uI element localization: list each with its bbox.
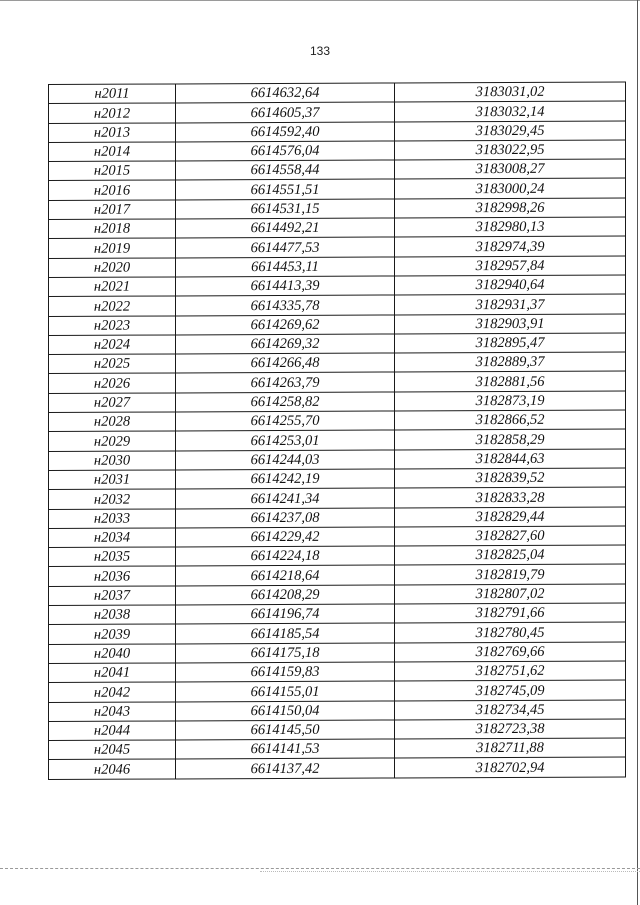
x-coordinate-cell: 6614241,34 xyxy=(176,488,395,508)
point-id-cell: н2035 xyxy=(49,547,176,567)
x-coordinate-cell: 6614242,19 xyxy=(176,469,395,489)
table-row xyxy=(49,584,626,606)
table-row xyxy=(49,526,626,548)
x-coordinate-cell: 6614551,51 xyxy=(176,179,395,199)
point-id-cell: н2026 xyxy=(49,373,176,393)
table-row xyxy=(49,622,626,644)
x-coordinate-cell: 6614175,18 xyxy=(176,643,395,663)
point-id-cell: н2018 xyxy=(49,219,176,239)
x-coordinate-cell: 6614229,42 xyxy=(176,527,395,547)
table-row xyxy=(49,121,626,143)
table-row xyxy=(49,217,626,239)
x-coordinate-cell: 6614592,40 xyxy=(176,122,395,142)
y-coordinate-cell: 3182844,63 xyxy=(395,449,626,469)
x-coordinate-cell: 6614137,42 xyxy=(176,758,395,778)
x-coordinate-cell: 6614258,82 xyxy=(176,392,395,412)
x-coordinate-cell: 6614531,15 xyxy=(176,199,395,219)
x-coordinate-cell: 6614335,78 xyxy=(176,295,395,315)
x-coordinate-cell: 6614632,64 xyxy=(176,83,395,103)
point-id-cell: н2023 xyxy=(49,316,176,336)
scan-artifact-line xyxy=(0,868,640,869)
x-coordinate-cell: 6614255,70 xyxy=(176,411,395,431)
y-coordinate-cell: 3183022,95 xyxy=(395,140,626,160)
table-row xyxy=(49,198,626,220)
y-coordinate-cell: 3182734,45 xyxy=(395,699,626,719)
y-coordinate-cell: 3182974,39 xyxy=(395,236,626,256)
x-coordinate-cell: 6614453,11 xyxy=(176,257,395,277)
y-coordinate-cell: 3182931,37 xyxy=(395,294,626,314)
table-row xyxy=(49,410,626,432)
y-coordinate-cell: 3182723,38 xyxy=(395,719,626,739)
y-coordinate-cell: 3182780,45 xyxy=(395,622,626,642)
point-id-cell: н2036 xyxy=(49,566,176,586)
x-coordinate-cell: 6614263,79 xyxy=(176,372,395,392)
x-coordinate-cell: 6614576,04 xyxy=(176,141,395,161)
table-row xyxy=(49,294,626,316)
table-row xyxy=(49,603,626,625)
point-id-cell: н2019 xyxy=(49,238,176,258)
coordinates-table xyxy=(48,81,626,779)
y-coordinate-cell: 3182825,04 xyxy=(395,545,626,565)
point-id-cell: н2043 xyxy=(49,701,176,721)
x-coordinate-cell: 6614237,08 xyxy=(176,508,395,528)
y-coordinate-cell: 3182833,28 xyxy=(395,487,626,507)
point-id-cell: н2034 xyxy=(49,528,176,548)
table-row xyxy=(49,757,626,779)
x-coordinate-cell: 6614605,37 xyxy=(176,102,395,122)
y-coordinate-cell: 3183000,24 xyxy=(395,178,626,198)
x-coordinate-cell: 6614145,50 xyxy=(176,720,395,740)
table-row xyxy=(49,545,626,567)
x-coordinate-cell: 6614253,01 xyxy=(176,430,395,450)
y-coordinate-cell: 3182873,19 xyxy=(395,391,626,411)
table-row xyxy=(49,275,626,297)
page-number: 133 xyxy=(309,44,331,58)
point-id-cell: н2038 xyxy=(49,605,176,625)
x-coordinate-cell: 6614218,64 xyxy=(176,565,395,585)
scan-edge-right xyxy=(637,0,638,905)
x-coordinate-cell: 6614269,32 xyxy=(176,334,395,354)
y-coordinate-cell: 3182895,47 xyxy=(395,333,626,353)
x-coordinate-cell: 6614159,83 xyxy=(176,662,395,682)
x-coordinate-cell: 6614558,44 xyxy=(176,160,395,180)
table-row xyxy=(49,661,626,683)
x-coordinate-cell: 6614155,01 xyxy=(176,681,395,701)
point-id-cell: н2037 xyxy=(49,586,176,606)
point-id-cell: н2029 xyxy=(49,431,176,451)
table-row xyxy=(49,333,626,355)
point-id-cell: н2032 xyxy=(49,489,176,509)
y-coordinate-cell: 3182980,13 xyxy=(395,217,626,237)
y-coordinate-cell: 3182819,79 xyxy=(395,564,626,584)
y-coordinate-cell: 3182839,52 xyxy=(395,468,626,488)
x-coordinate-cell: 6614141,53 xyxy=(176,739,395,759)
point-id-cell: н2025 xyxy=(49,354,176,374)
y-coordinate-cell: 3183031,02 xyxy=(395,82,626,102)
table-row xyxy=(49,391,626,413)
point-id-cell: н2017 xyxy=(49,200,176,220)
scan-artifact-line xyxy=(260,871,640,872)
point-id-cell: н2044 xyxy=(49,721,176,741)
y-coordinate-cell: 3182711,88 xyxy=(395,738,626,758)
x-coordinate-cell: 6614492,21 xyxy=(176,218,395,238)
table-row xyxy=(49,101,626,123)
point-id-cell: н2041 xyxy=(49,663,176,683)
point-id-cell: н2020 xyxy=(49,258,176,278)
table-row xyxy=(49,564,626,586)
table-row xyxy=(49,140,626,162)
y-coordinate-cell: 3182957,84 xyxy=(395,256,626,276)
table-row xyxy=(49,468,626,490)
y-coordinate-cell: 3182889,37 xyxy=(395,352,626,372)
table-row xyxy=(49,178,626,200)
y-coordinate-cell: 3182829,44 xyxy=(395,507,626,527)
table-row xyxy=(49,314,626,336)
y-coordinate-cell: 3182827,60 xyxy=(395,526,626,546)
y-coordinate-cell: 3182998,26 xyxy=(395,198,626,218)
point-id-cell: н2011 xyxy=(49,84,176,104)
y-coordinate-cell: 3182769,66 xyxy=(395,642,626,662)
table-row xyxy=(49,371,626,393)
point-id-cell: н2024 xyxy=(49,335,176,355)
y-coordinate-cell: 3182866,52 xyxy=(395,410,626,430)
coordinates-table-body xyxy=(49,82,626,779)
point-id-cell: н2015 xyxy=(49,161,176,181)
x-coordinate-cell: 6614413,39 xyxy=(176,276,395,296)
y-coordinate-cell: 3183029,45 xyxy=(395,121,626,141)
x-coordinate-cell: 6614185,54 xyxy=(176,623,395,643)
x-coordinate-cell: 6614477,53 xyxy=(176,237,395,257)
point-id-cell: н2014 xyxy=(49,142,176,162)
x-coordinate-cell: 6614196,74 xyxy=(176,604,395,624)
point-id-cell: н2027 xyxy=(49,393,176,413)
point-id-cell: н2033 xyxy=(49,508,176,528)
y-coordinate-cell: 3182940,64 xyxy=(395,275,626,295)
point-id-cell: н2022 xyxy=(49,296,176,316)
table-row xyxy=(49,429,626,451)
table-row xyxy=(49,680,626,702)
x-coordinate-cell: 6614244,03 xyxy=(176,450,395,470)
y-coordinate-cell: 3182751,62 xyxy=(395,661,626,681)
y-coordinate-cell: 3182702,94 xyxy=(395,757,626,777)
y-coordinate-cell: 3182881,56 xyxy=(395,371,626,391)
point-id-cell: н2028 xyxy=(49,412,176,432)
table-row xyxy=(49,82,626,104)
table-row xyxy=(49,738,626,760)
table-row xyxy=(49,449,626,471)
table-row xyxy=(49,719,626,741)
table-row xyxy=(49,159,626,181)
table-row xyxy=(49,487,626,509)
point-id-cell: н2012 xyxy=(49,103,176,123)
point-id-cell: н2045 xyxy=(49,740,176,760)
table-row xyxy=(49,507,626,529)
point-id-cell: н2040 xyxy=(49,644,176,664)
point-id-cell: н2042 xyxy=(49,682,176,702)
point-id-cell: н2021 xyxy=(49,277,176,297)
table-row xyxy=(49,642,626,664)
scan-edge-top xyxy=(0,0,640,7)
point-id-cell: н2016 xyxy=(49,180,176,200)
x-coordinate-cell: 6614269,62 xyxy=(176,315,395,335)
x-coordinate-cell: 6614266,48 xyxy=(176,353,395,373)
y-coordinate-cell: 3182903,91 xyxy=(395,314,626,334)
point-id-cell: н2031 xyxy=(49,470,176,490)
point-id-cell: н2046 xyxy=(49,759,176,779)
y-coordinate-cell: 3182745,09 xyxy=(395,680,626,700)
x-coordinate-cell: 6614224,18 xyxy=(176,546,395,566)
y-coordinate-cell: 3183032,14 xyxy=(395,101,626,121)
table-row xyxy=(49,699,626,721)
y-coordinate-cell: 3182791,66 xyxy=(395,603,626,623)
table-row xyxy=(49,256,626,278)
x-coordinate-cell: 6614150,04 xyxy=(176,700,395,720)
y-coordinate-cell: 3182858,29 xyxy=(395,429,626,449)
table-row xyxy=(49,236,626,258)
point-id-cell: н2039 xyxy=(49,624,176,644)
point-id-cell: н2030 xyxy=(49,451,176,471)
x-coordinate-cell: 6614208,29 xyxy=(176,585,395,605)
y-coordinate-cell: 3183008,27 xyxy=(395,159,626,179)
point-id-cell: н2013 xyxy=(49,123,176,143)
table-row xyxy=(49,352,626,374)
y-coordinate-cell: 3182807,02 xyxy=(395,584,626,604)
